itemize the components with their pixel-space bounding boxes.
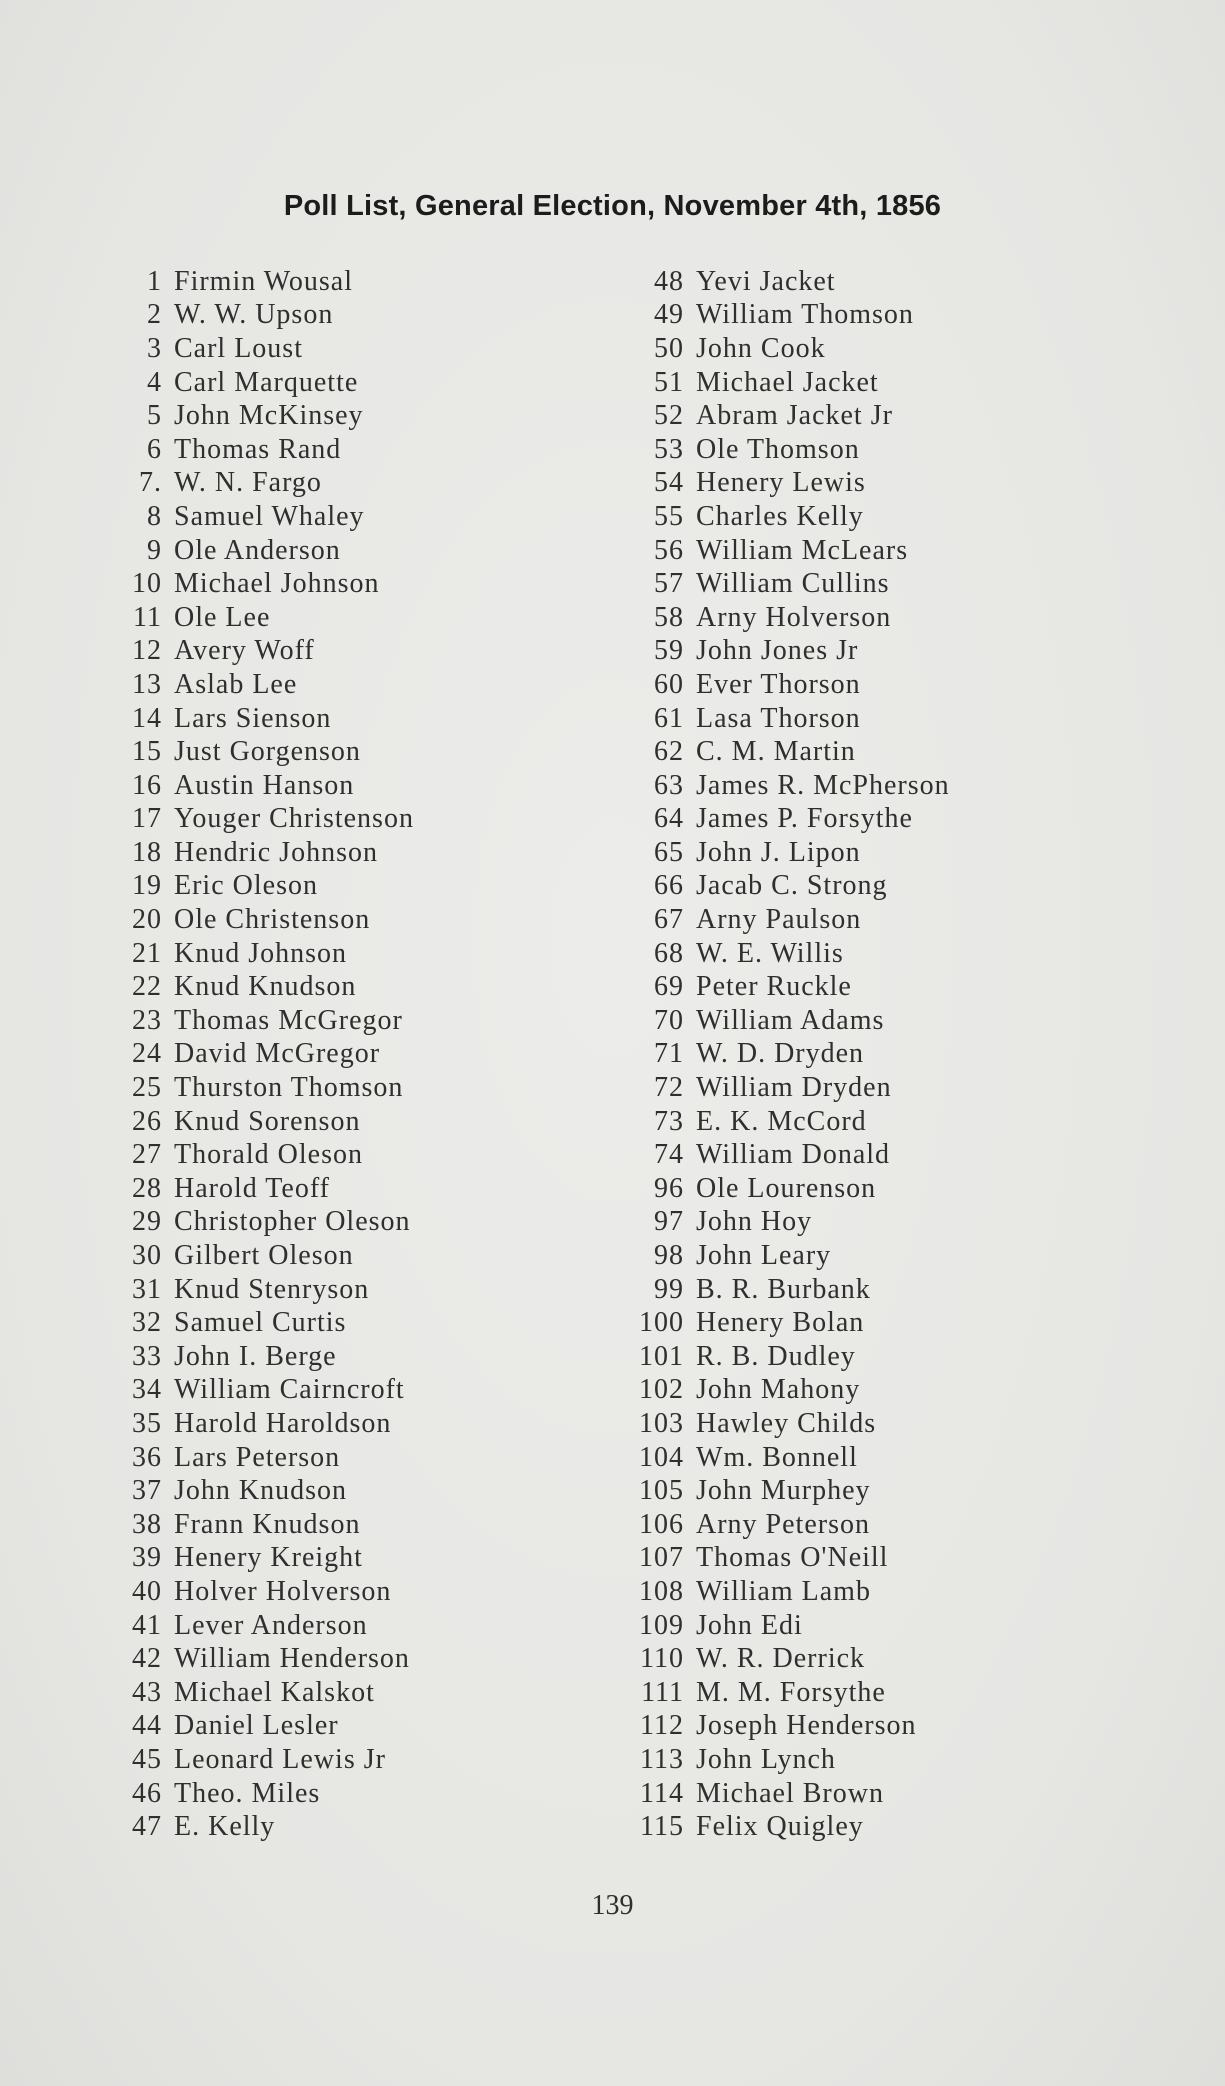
voter-number: 6 [147,433,162,465]
voter-name: Thurston Thomson [174,1072,404,1104]
voter-entry [110,500,414,534]
voter-entry [620,937,950,971]
voter-name: Youger Christenson [174,803,414,835]
voter-number: 13 [132,668,162,700]
voter-number: 71 [654,1038,684,1070]
voter-number: 15 [132,736,162,768]
voter-name: Wm. Bonnell [696,1441,858,1473]
voter-number: 64 [654,803,684,835]
voter-entry [620,299,950,333]
voter-number: 18 [132,836,162,868]
voter-name: William Henderson [174,1643,410,1675]
voter-entry [110,735,414,769]
voter-number: 52 [654,400,684,432]
voter-number: 7. [139,467,162,499]
voter-name: David McGregor [174,1038,381,1070]
voter-name: Arny Paulson [696,904,862,936]
voter-name: Yevi Jacket [696,265,836,297]
voter-name: William Cairncroft [174,1374,405,1406]
voter-entry [110,467,414,501]
voter-entry [620,1575,950,1609]
voter-number: 44 [132,1710,162,1742]
voter-number: 113 [640,1743,684,1775]
voter-name: Knud Knudson [174,971,357,1003]
voter-name: Knud Sorenson [174,1105,361,1137]
voter-entry [620,1239,950,1273]
voter-number: 46 [132,1777,162,1809]
voter-number: 73 [654,1105,684,1137]
voter-number: 96 [654,1172,684,1204]
voter-number: 72 [654,1072,684,1104]
voter-name: John Cook [696,332,826,364]
voter-entry [110,1609,414,1643]
voter-entry [620,836,950,870]
voter-entry [110,1441,414,1475]
voter-name: Lever Anderson [174,1609,368,1641]
voter-number: 19 [132,870,162,902]
voter-entry [620,1071,950,1105]
voter-number: 62 [654,736,684,768]
voter-name: Jacab C. Strong [696,870,888,902]
voter-entry [620,1777,950,1811]
voter-number: 40 [132,1575,162,1607]
voter-name: Samuel Whaley [174,500,365,532]
voter-entry [110,1239,414,1273]
voter-entry [620,1374,950,1408]
voter-entry [620,332,950,366]
voter-name: Thorald Oleson [174,1139,363,1171]
voter-name: Lasa Thorson [696,702,861,734]
voter-name: William Cullins [696,568,890,600]
voter-entry [620,1407,950,1441]
voter-number: 45 [132,1743,162,1775]
voter-entry [620,567,950,601]
voter-number: 49 [654,299,684,331]
voter-number: 97 [654,1206,684,1238]
voter-name: Thomas McGregor [174,1004,403,1036]
voter-entry [620,635,950,669]
voter-number: 69 [654,971,684,1003]
voter-number: 108 [639,1575,684,1607]
voter-name: John J. Lipon [696,836,861,868]
voter-name: Knud Johnson [174,937,348,969]
voter-entry [620,702,950,736]
voter-entry [620,1508,950,1542]
voter-number: 115 [640,1811,684,1843]
voter-number: 114 [640,1777,684,1809]
voter-number: 8 [147,500,162,532]
voter-entry [110,1273,414,1307]
voter-name: Austin Hanson [174,769,355,801]
voter-name: Henery Bolan [696,1307,865,1339]
voter-entry [620,1642,950,1676]
voter-entry [110,836,414,870]
voter-number: 41 [132,1609,162,1641]
voter-entry [110,903,414,937]
voter-entry [110,702,414,736]
voter-number: 9 [147,534,162,566]
voter-name: William Dryden [696,1072,892,1104]
voter-name: Christopher Oleson [174,1206,411,1238]
voter-number: 42 [132,1643,162,1675]
voter-name: William McLears [696,534,909,566]
voter-entry [620,870,950,904]
voter-entry [110,1810,414,1844]
voter-entry [110,1340,414,1374]
voter-name: Henery Lewis [696,467,866,499]
voter-number: 25 [132,1072,162,1104]
voter-number: 21 [132,937,162,969]
voter-number: 101 [639,1340,684,1372]
voter-number: 70 [654,1004,684,1036]
voter-number: 1 [147,265,162,297]
voter-number: 111 [641,1676,684,1708]
voter-name: W. E. Willis [696,937,844,969]
voter-entry [110,1676,414,1710]
voter-name: John Lynch [696,1743,836,1775]
voter-number: 39 [132,1542,162,1574]
voter-entry [620,1004,950,1038]
voter-number: 35 [132,1407,162,1439]
voter-entry [110,299,414,333]
voter-name: Michael Brown [696,1777,884,1809]
voter-name: Firmin Wousal [174,265,354,297]
voter-entry [620,399,950,433]
voter-number: 48 [654,265,684,297]
voter-number: 106 [639,1508,684,1540]
voter-name: E. Kelly [174,1811,276,1843]
voter-number: 50 [654,332,684,364]
voter-entry [110,1172,414,1206]
poll-list-left-column [110,265,414,1844]
voter-name: Knud Stenryson [174,1273,370,1305]
voter-entry [620,1609,950,1643]
voter-entry [110,937,414,971]
voter-name: Daniel Lesler [174,1710,339,1742]
voter-entry [110,601,414,635]
voter-entry [620,1474,950,1508]
voter-number: 12 [132,635,162,667]
voter-entry [620,1710,950,1744]
voter-entry [110,399,414,433]
voter-name: Theo. Miles [174,1777,321,1809]
voter-name: John Hoy [696,1206,813,1238]
voter-number: 55 [654,500,684,532]
voter-number: 67 [654,904,684,936]
voter-name: R. B. Dudley [696,1340,856,1372]
voter-name: John Murphey [696,1475,871,1507]
voter-entry [620,601,950,635]
voter-number: 56 [654,534,684,566]
voter-name: Carl Loust [174,332,303,364]
voter-entry [620,769,950,803]
voter-name: Ever Thorson [696,668,861,700]
voter-name: James P. Forsythe [696,803,913,835]
voter-name: James R. McPherson [696,769,950,801]
voter-entry [620,265,950,299]
voter-number: 109 [639,1609,684,1641]
voter-entry [620,1676,950,1710]
voter-number: 65 [654,836,684,868]
voter-entry [110,534,414,568]
voter-entry [110,1138,414,1172]
voter-number: 14 [132,702,162,734]
voter-name: Samuel Curtis [174,1307,347,1339]
voter-entry [110,1071,414,1105]
voter-number: 103 [639,1407,684,1439]
voter-number: 102 [639,1374,684,1406]
voter-name: John McKinsey [174,400,364,432]
voter-name: William Lamb [696,1575,871,1607]
voter-number: 59 [654,635,684,667]
voter-number: 17 [132,803,162,835]
voter-name: Michael Johnson [174,568,380,600]
voter-number: 20 [132,904,162,936]
voter-number: 112 [640,1710,684,1742]
voter-number: 66 [654,870,684,902]
voter-name: B. R. Burbank [696,1273,871,1305]
page-title: Poll List, General Election, November 4th, 1856 [283,190,942,222]
page-number: 139 [591,1890,634,1921]
voter-number: 61 [654,702,684,734]
voter-entry [110,1474,414,1508]
voter-name: Peter Ruckle [696,971,852,1003]
voter-number: 107 [639,1542,684,1574]
poll-list-right-column [620,265,950,1844]
voter-name: John I. Berge [174,1340,337,1372]
voter-name: Aslab Lee [174,668,298,700]
voter-name: Thomas Rand [174,433,342,465]
voter-number: 11 [133,601,162,633]
voter-name: E. K. McCord [696,1105,867,1137]
voter-number: 4 [147,366,162,398]
voter-name: John Jones Jr [696,635,859,667]
voter-name: Michael Kalskot [174,1676,375,1708]
voter-number: 24 [132,1038,162,1070]
voter-number: 47 [132,1811,162,1843]
voter-name: Henery Kreight [174,1542,363,1574]
voter-entry [620,1138,950,1172]
voter-entry [620,1542,950,1576]
voter-number: 63 [654,769,684,801]
voter-number: 99 [654,1273,684,1305]
voter-entry [620,1340,950,1374]
voter-name: Thomas O'Neill [696,1542,889,1574]
voter-entry [620,735,950,769]
voter-number: 57 [654,568,684,600]
voter-number: 33 [132,1340,162,1372]
voter-entry [110,265,414,299]
voter-number: 34 [132,1374,162,1406]
voter-entry [110,1542,414,1576]
voter-name: Ole Christenson [174,904,371,936]
voter-number: 30 [132,1240,162,1272]
voter-entry [620,1206,950,1240]
voter-name: W. W. Upson [174,299,334,331]
voter-number: 29 [132,1206,162,1238]
voter-name: William Donald [696,1139,891,1171]
voter-entry [620,1306,950,1340]
voter-entry [110,1710,414,1744]
voter-entry [110,769,414,803]
voter-name: Hawley Childs [696,1407,877,1439]
voter-name: Lars Peterson [174,1441,341,1473]
voter-number: 23 [132,1004,162,1036]
voter-number: 31 [132,1273,162,1305]
voter-entry [620,1743,950,1777]
voter-name: Felix Quigley [696,1811,864,1843]
voter-entry [110,635,414,669]
voter-number: 16 [132,769,162,801]
voter-number: 5 [147,400,162,432]
voter-entry [110,1004,414,1038]
voter-number: 98 [654,1240,684,1272]
voter-name: Avery Woff [174,635,315,667]
voter-name: William Adams [696,1004,885,1036]
voter-entry [110,1777,414,1811]
voter-entry [110,1105,414,1139]
voter-number: 10 [132,568,162,600]
voter-name: Ole Thomson [696,433,860,465]
voter-name: Frann Knudson [174,1508,361,1540]
voter-number: 32 [132,1307,162,1339]
voter-number: 58 [654,601,684,633]
voter-number: 3 [147,332,162,364]
voter-entry [110,970,414,1004]
voter-name: Just Gorgenson [174,736,361,768]
voter-entry [620,803,950,837]
voter-entry [110,1575,414,1609]
voter-entry [110,366,414,400]
voter-name: Arny Holverson [696,601,892,633]
voter-entry [620,1273,950,1307]
voter-entry [620,534,950,568]
voter-entry [620,1038,950,1072]
voter-name: John Leary [696,1240,832,1272]
voter-number: 110 [640,1643,684,1675]
voter-entry [620,1105,950,1139]
voter-name: W. R. Derrick [696,1643,866,1675]
voter-name: Ole Lee [174,601,271,633]
voter-name: Lars Sienson [174,702,332,734]
voter-name: Gilbert Oleson [174,1240,354,1272]
voter-number: 100 [639,1307,684,1339]
voter-number: 74 [654,1139,684,1171]
voter-entry [620,1172,950,1206]
voter-name: Joseph Henderson [696,1710,917,1742]
voter-number: 22 [132,971,162,1003]
voter-name: Leonard Lewis Jr [174,1743,386,1775]
voter-entry [110,668,414,702]
voter-name: Michael Jacket [696,366,879,398]
voter-entry [620,366,950,400]
voter-number: 104 [639,1441,684,1473]
voter-number: 28 [132,1172,162,1204]
voter-number: 2 [147,299,162,331]
voter-entry [110,1206,414,1240]
voter-name: Holver Holverson [174,1575,392,1607]
voter-number: 68 [654,937,684,969]
voter-number: 36 [132,1441,162,1473]
voter-name: Hendric Johnson [174,836,378,868]
voter-number: 43 [132,1676,162,1708]
voter-number: 54 [654,467,684,499]
voter-name: Abram Jacket Jr [696,400,893,432]
voter-number: 105 [639,1475,684,1507]
voter-name: W. D. Dryden [696,1038,865,1070]
voter-name: Carl Marquette [174,366,359,398]
voter-entry [110,803,414,837]
voter-name: Ole Lourenson [696,1172,877,1204]
voter-entry [110,1642,414,1676]
voter-entry [110,1407,414,1441]
voter-number: 27 [132,1139,162,1171]
voter-number: 38 [132,1508,162,1540]
voter-entry [620,668,950,702]
voter-name: W. N. Fargo [174,467,322,499]
voter-entry [620,467,950,501]
voter-name: Arny Peterson [696,1508,870,1540]
voter-name: M. M. Forsythe [696,1676,886,1708]
voter-entry [620,970,950,1004]
voter-name: Charles Kelly [696,500,864,532]
voter-name: John Mahony [696,1374,861,1406]
voter-name: William Thomson [696,299,914,331]
voter-entry [110,1038,414,1072]
voter-entry [110,1306,414,1340]
voter-entry [620,1810,950,1844]
voter-entry [110,1743,414,1777]
voter-entry [620,903,950,937]
voter-name: Harold Haroldson [174,1407,392,1439]
voter-name: John Knudson [174,1475,348,1507]
voter-name: Harold Teoff [174,1172,330,1204]
voter-entry [110,332,414,366]
voter-entry [620,500,950,534]
voter-entry [620,1441,950,1475]
voter-number: 51 [654,366,684,398]
voter-entry [110,1374,414,1408]
voter-number: 37 [132,1475,162,1507]
voter-entry [110,433,414,467]
voter-name: John Edi [696,1609,803,1641]
voter-name: Ole Anderson [174,534,341,566]
voter-entry [110,567,414,601]
voter-name: C. M. Martin [696,736,856,768]
voter-number: 53 [654,433,684,465]
voter-entry [620,433,950,467]
voter-number: 26 [132,1105,162,1137]
voter-entry [110,1508,414,1542]
voter-number: 60 [654,668,684,700]
voter-name: Eric Oleson [174,870,318,902]
voter-entry [110,870,414,904]
